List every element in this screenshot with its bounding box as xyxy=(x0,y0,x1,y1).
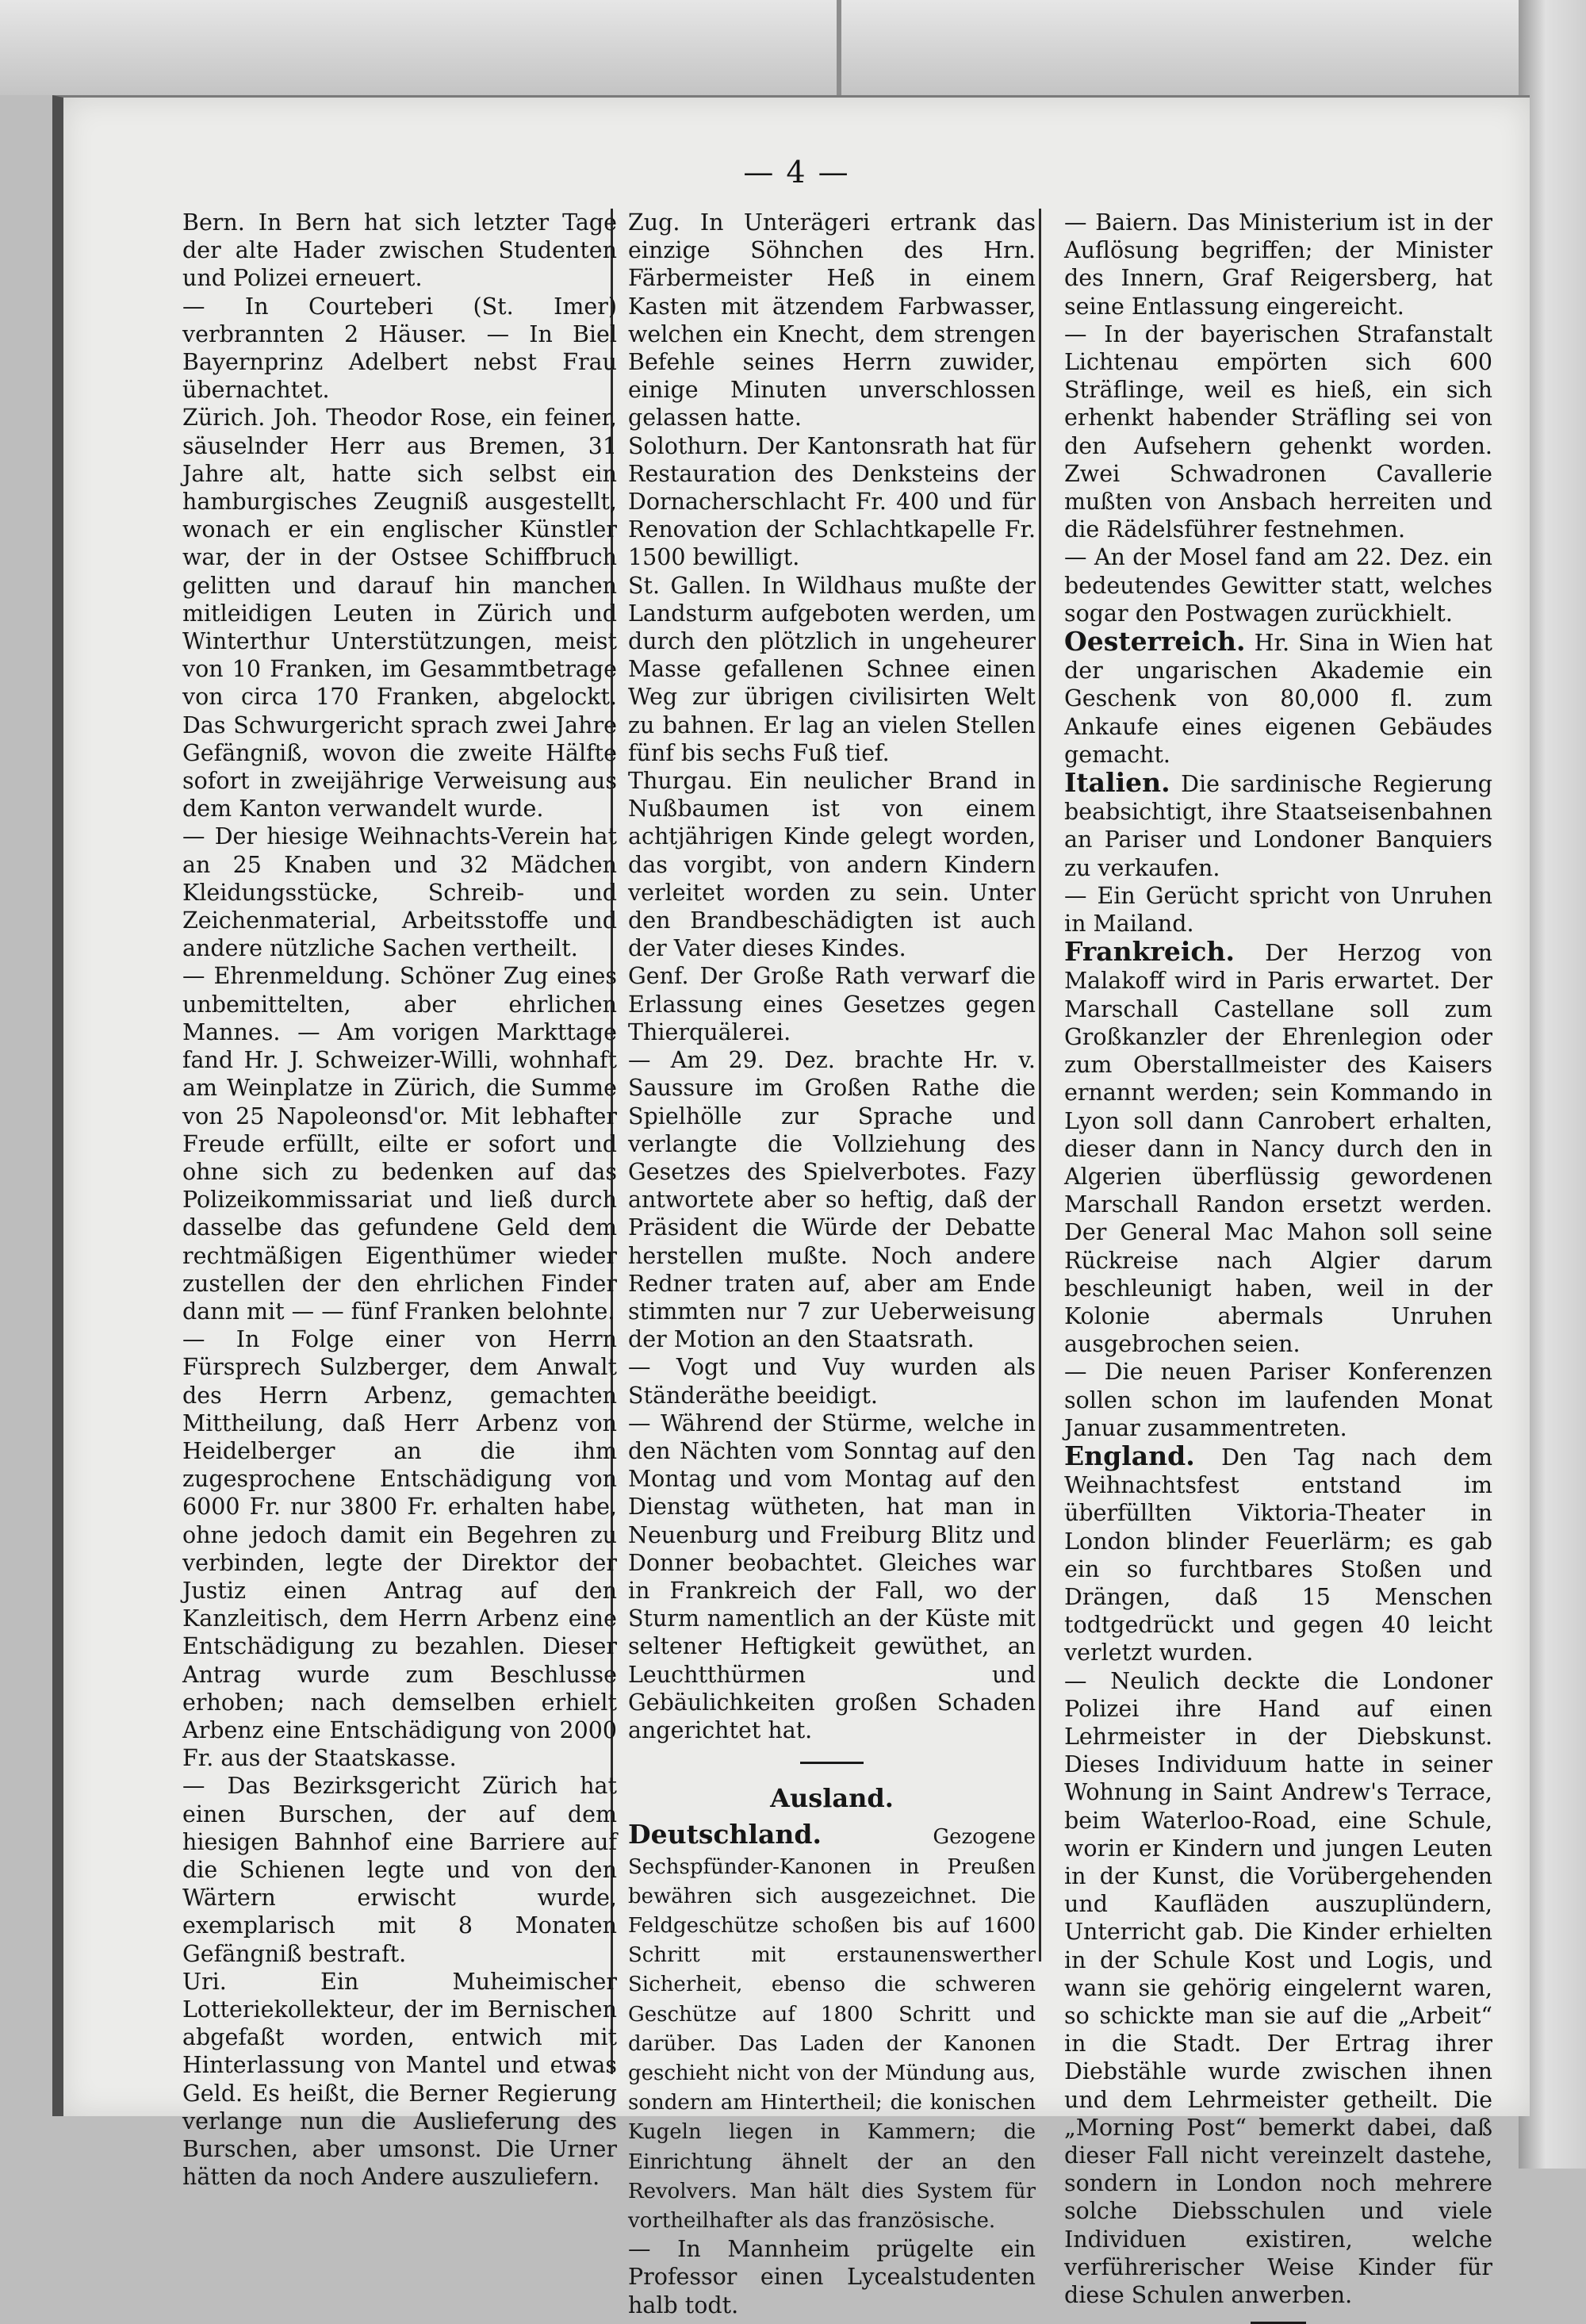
deutschland-text: Gezogene Sechspfünder-Kanonen in Preußen bewähren sich ausgezeichnet. Die Feldgeschütze schoßen bis auf 1600 Schritt mit erstaunenswerther Sicherheit, ebenso die schweren Geschütze auf 1800 Schritt und darüber. Das Laden der Kanonen geschieht nicht von der Mündung aus, sondern am Hintertheil; die konischen Kugeln liegen in Kammern; die Einrichtung ähnelt der an den Revolvers. Man hält dies System für vortheilhafter als das französische. xyxy=(628,1825,1036,2234)
article-uri: Uri. Ein Muheimischer Lotteriekollekteur, der im Bernischen abgefaßt worden, entwich mit Hinterlassung von Mantel und etwas Geld. Es heißt, die Berner Regierung verlange nun die Auslieferung des Burschen, aber umsonst. Die Urner hätten da noch Andere auszuliefern. xyxy=(182,1968,617,2191)
article-frankreich xyxy=(1064,938,1492,1358)
italien-text: Die sardinische Regierung beabsichtigt, ihre Staatseisenbahnen an Pariser und Londoner Banquiers zu verkaufen. xyxy=(1064,771,1492,881)
scan-background-top xyxy=(0,0,1586,95)
article-bezirksgericht: — Das Bezirksgericht Zürich hat einen Burschen, der auf dem hiesigen Bahnhof eine Barriere auf die Schienen legte und von den Wärtern erwischt wurde, exemplarisch mit 8 Monaten Gefängniß bestraft. xyxy=(182,1773,617,1967)
article-st-gallen: St. Gallen. In Wildhaus mußte der Landsturm aufgeboten werden, um durch den plötzlich in ungeheurer Masse gefallenen Schnee einen Weg zur übrigen civilisirten Welt zu bahnen. Er lag an vielen Stellen fünf bis sechs Fuß tief. xyxy=(628,572,1036,766)
article-lichtenau: — In der bayerischen Strafanstalt Lichtenau empörten sich 600 Sträflinge, weil es hieß, ein sich erhenkt habender Sträfling sei von den Aufsehern gehenkt worden. Zwei Schwadronen Cavallerie mußten von Ansbach herreiten und die Rädelsführer festnehmen. xyxy=(1064,320,1492,543)
article-vogt-vuy: — Vogt und Vuy wurden als Ständeräthe beeidigt. xyxy=(628,1354,1036,1409)
article-saussure: — Am 29. Dez. brachte Hr. v. Saussure im Großen Rathe die Spielhölle zur Sprache und verlangte die Vollziehung des Gesetzes des Spielverbotes. Fazy antwortete aber so heftig, daß der Präsident die Würde der Debatte herstellen mußte. Noch andere Redner traten auf, aber am Ende stimmten nur 7 zur Ueberweisung der Motion an den Staatsrath. xyxy=(628,1047,1036,1353)
column-rule-2 xyxy=(1039,209,1041,1962)
frankreich-text: Der Herzog von Malakoff wird in Paris erwartet. Der Marschall Castellane soll zum Großkanzler der Ehrenlegion oder zum Oberstallmeister des Kaisers ernannt werden; sein Kommando in Lyon soll dann Canrobert erhalten, dieser dann in Nancy durch den in Algerien überflüssig gewordenen Marschall Randon ersetzt werden. Der General Mac Mahon soll seine Rückreise nach Algier darum beschleunigt haben, weil in der Kolonie abermals Unruhen ausgebrochen seien. xyxy=(1064,940,1492,1358)
article-mosel: — An der Mosel fand am 22. Dez. ein bedeutendes Gewitter statt, welches sogar den Postwagen zurückhielt. xyxy=(1064,544,1492,627)
column-2 xyxy=(628,209,1036,2319)
article-oesterreich xyxy=(1064,627,1492,769)
article-bern: Bern. In Bern hat sich letzter Tage der alte Hader zwischen Studenten und Polizei erneuert. xyxy=(182,209,617,292)
scan-fold-line xyxy=(837,0,841,95)
article-italien xyxy=(1064,769,1492,882)
article-solothurn: Solothurn. Der Kantonsrath hat für Restauration des Denksteins der Dornacherschlacht Fr. 400 und für Renovation der Schlachtkapelle Fr. 1500 bewilligt. xyxy=(628,432,1036,571)
article-konferenzen: — Die neuen Pariser Konferenzen sollen schon im laufenden Monat Januar zusammentreten. xyxy=(1064,1359,1492,1441)
article-arbenz: — In Folge einer von Herrn Fürsprech Sulzberger, dem Anwalt des Herrn Arbenz, gemachten Mittheilung, daß Herr Arbenz von Heidelberger an die ihm zugesprochene Entschädigung von 6000 Fr. nur 3800 Fr. erhalten habe, ohne jedoch damit ein Begehren zu verbinden, legte der Direktor der Justiz einen Antrag auf den Kanzleitisch, dem Herrn Arbenz eine Entschädigung zu bezahlen. Dieser Antrag wurde zum Beschlusse erhoben; nach demselben erhielt Arbenz eine Entschädigung von 2000 Fr. aus der Staatskasse. xyxy=(182,1326,617,1772)
page-number: — 4 — xyxy=(743,155,850,190)
italien-heading: Italien. xyxy=(1064,767,1170,799)
newspaper-page xyxy=(52,95,1530,2318)
article-zuerich-rose: Zürich. Joh. Theodor Rose, ein feiner, säuselnder Herr aus Bremen, 31 Jahre alt, hatte sich selbst ein hamburgisches Zeugniß ausgestellt, wonach er ein englischer Künstler war, der in der Ostsee Schiffbruch gelitten und darauf hin manchen mitleidigen Leuten in Zürich und Winterthur Unterstützungen, meist von 10 Franken, im Gesammtbetrage von circa 170 Franken, abgelockt. Das Schwurgericht sprach zwei Jahre Gefängniß, wovon die zweite Hälfte sofort in zweijährige Verweisung aus dem Kanton verwandelt wurde. xyxy=(182,405,617,823)
article-diebsschule: — Neulich deckte die Londoner Polizei ihre Hand auf einen Lehrmeister in der Diebskunst. Dieses Individuum hatte in seiner Wohnung in Saint Andrew's Terrace, beim Waterloo-Road, eine Schule, worin er Kindern und jungen Leuten in der Kunst, die Vorübergehenden und Kaufläden auszuplündern, Unterricht gab. Die Kinder erhielten in der Schule Kost und Logis, und wann sie gehörig eingelernt waren, so schickte man sie auf die „Arbeit“ in die Stadt. Der Ertrag ihrer Diebstähle wurde zwischen ihnen und dem Lehrmeister getheilt. Die „Morning Post“ bemerkt dabei, daß dieser Fall nicht vereinzelt dastehe, sondern in London noch mehrere solche Diebsschulen und viele Individuen existiren, welche verführerischer Weise Kinder für diese Schulen anwerben. xyxy=(1064,1667,1492,2309)
article-england xyxy=(1064,1442,1492,1667)
frankreich-heading: Frankreich. xyxy=(1064,936,1235,968)
article-zug: Zug. In Unterägeri ertrank das einzige Söhnchen des Hrn. Färbermeister Heß in einem Kasten mit ätzendem Farbwasser, welchen ein Knecht, dem strengen Befehle seines Herrn zuwider, einige Minuten unverschlossen gelassen hatte. xyxy=(628,209,1036,431)
article-ehrenmeldung: — Ehrenmeldung. Schöner Zug eines unbemittelten, aber ehrlichen Mannes. — Am vorigen Markttage fand Hr. J. Schweizer-Willi, wohnhaft am Weinplatze in Zürich, die Summe von 25 Napoleonsd'or. Mit lebhafter Freude erfüllt, eilte er sofort und ohne sich zu bedenken auf das Polizeikommissariat und ließ durch dasselbe das gefundene Geld dem rechtmäßigen Eigenthümer wieder zustellen der den ehrlichen Finder dann mit — — fünf Franken belohnte. xyxy=(182,963,617,1325)
article-genf: Genf. Der Große Rath verwarf die Erlassung eines Gesetzes gegen Thierquälerei. xyxy=(628,963,1036,1045)
article-mailand: — Ein Gerücht spricht von Unruhen in Mailand. xyxy=(1064,882,1492,938)
article-mannheim: — In Mannheim prügelte ein Professor einen Lycealstudenten halb todt. xyxy=(628,2236,1036,2318)
article-weihnachtsverein: — Der hiesige Weihnachts-Verein hat an 25 Knaben und 32 Mädchen Kleidungsstücke, Schreib- und Zeichenmaterial, Arbeitsstoffe und andere nützliche Sachen vertheilt. xyxy=(182,823,617,962)
article-stuerme: — Während der Stürme, welche in den Nächten vom Sonntag auf den Montag und vom Montag auf den Dienstag wütheten, hat man in Neuenburg und Freiburg Blitz und Donner beobachtet. Gleiches war in Frankreich der Fall, wo der Sturm namentlich an der Küste mit seltener Heftigkeit gewüthet, an Leuchtthürmen und Gebäulichkeiten großen Schaden angerichtet hat. xyxy=(628,1409,1036,1743)
article-courteberi: — In Courteberi (St. Imer) verbrannten 2 Häuser. — In Biel Bayernprinz Adelbert nebst Frau übernachtet. xyxy=(182,293,617,404)
deutschland-heading: Deutschland. xyxy=(628,1819,822,1850)
article-baiern: — Baiern. Das Ministerium ist in der Auflösung begriffen; der Minister des Innern, Graf Reigersberg, hat seine Entlassung eingereicht. xyxy=(1064,209,1492,320)
column-3 xyxy=(1064,209,1492,2324)
ausland-heading: Ausland. xyxy=(770,1783,894,1814)
article-deutschland xyxy=(628,1820,1036,2235)
england-heading: England. xyxy=(1064,1440,1195,1471)
oesterreich-heading: Oesterreich. xyxy=(1064,626,1246,658)
article-thurgau: Thurgau. Ein neulicher Brand in Nußbaumen ist von einem achtjährigen Kinde gelegt worden, das vorgibt, von andern Kindern verleitet worden zu sein. Unter den Brandbeschädigten ist auch der Vater dieses Kindes. xyxy=(628,768,1036,962)
column-1 xyxy=(182,209,617,2191)
oesterreich-text: Hr. Sina in Wien hat der ungarischen Akademie ein Geschenk von 80,000 fl. zum Ankaufe eines eigenen Gebäudes gemacht. xyxy=(1064,630,1492,768)
england-text: Den Tag nach dem Weihnachtsfest entstand im überfüllten Viktoria-Theater in London blinder Feuerlärm; es gab ein so furchtbares Stoßen und Drängen, daß 15 Menschen todtgedrückt und gegen 40 leicht verletzt wurden. xyxy=(1064,1444,1492,1666)
section-divider xyxy=(800,1762,864,1764)
